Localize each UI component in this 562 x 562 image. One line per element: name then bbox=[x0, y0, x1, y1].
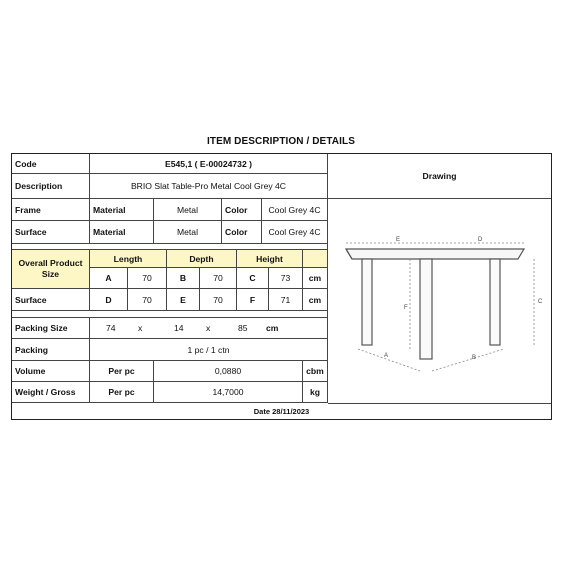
drawing-letter-a: A bbox=[384, 353, 389, 359]
depth-label: Depth bbox=[167, 250, 237, 268]
description-label: Description bbox=[12, 174, 90, 199]
dim-c-letter: C bbox=[237, 268, 269, 289]
packing-label: Packing bbox=[12, 339, 90, 361]
packing-size-unit: cm bbox=[266, 323, 279, 333]
frame-label: Frame bbox=[12, 199, 90, 221]
page-title: ITEM DESCRIPTION / DETAILS bbox=[207, 136, 355, 147]
dim-a-letter: A bbox=[90, 268, 128, 289]
code-label: Code bbox=[12, 154, 90, 174]
weight-unit: kg bbox=[303, 382, 328, 403]
drawing-letter-f: F bbox=[404, 305, 408, 311]
surface-label: Surface bbox=[12, 221, 90, 244]
drawing-letter-c: C bbox=[538, 299, 543, 305]
dim-d-value: 70 bbox=[128, 289, 167, 311]
surface-material-value: Metal bbox=[154, 221, 222, 244]
frame-material-value: Metal bbox=[154, 199, 222, 221]
frame-color-label: Color bbox=[222, 199, 262, 221]
dim-b-value: 70 bbox=[200, 268, 237, 289]
surface-color-value: Cool Grey 4C bbox=[262, 221, 328, 244]
description-value: BRIO Slat Table-Pro Metal Cool Grey 4C bbox=[90, 174, 328, 199]
drawing-label: Drawing bbox=[328, 154, 551, 199]
dim-b-letter: B bbox=[167, 268, 200, 289]
surface-color-label: Color bbox=[222, 221, 262, 244]
drawing-letter-e: E bbox=[396, 237, 401, 243]
spacer-row-2 bbox=[12, 311, 328, 318]
drawing-panel bbox=[328, 199, 551, 384]
length-label: Length bbox=[90, 250, 167, 268]
packing-size-cell bbox=[90, 318, 328, 339]
frame-color-value: Cool Grey 4C bbox=[262, 199, 328, 221]
dim-e-value: 70 bbox=[200, 289, 237, 311]
weight-label: Weight / Gross bbox=[12, 382, 90, 403]
volume-per-label: Per pc bbox=[90, 361, 154, 382]
date-footer: Date 28/11/2023 bbox=[253, 407, 310, 416]
packing-x2: x bbox=[206, 323, 211, 333]
dim-d-letter: D bbox=[90, 289, 128, 311]
dim-f-letter: F bbox=[237, 289, 269, 311]
packing-length: 74 bbox=[106, 323, 116, 333]
surface-material-label: Material bbox=[90, 221, 154, 244]
height-label: Height bbox=[237, 250, 303, 268]
drawing-letter-d: D bbox=[478, 237, 483, 243]
packing-height: 85 bbox=[238, 323, 248, 333]
code-value: E545,1 ( E-00024732 ) bbox=[90, 154, 328, 174]
volume-unit: cbm bbox=[303, 361, 328, 382]
packing-width: 14 bbox=[174, 323, 184, 333]
spec-sheet bbox=[11, 153, 552, 420]
overall-unit: cm bbox=[303, 268, 328, 289]
dim-a-value: 70 bbox=[128, 268, 167, 289]
table-drawing bbox=[328, 199, 551, 384]
packing-size-label: Packing Size bbox=[12, 318, 90, 339]
volume-label: Volume bbox=[12, 361, 90, 382]
overall-size-label: Overall Product Size bbox=[12, 250, 90, 289]
dim-c-value: 73 bbox=[269, 268, 303, 289]
packing-x1: x bbox=[138, 323, 143, 333]
weight-value: 14,7000 bbox=[154, 382, 303, 403]
drawing-letter-b: B bbox=[472, 355, 477, 361]
surface-dims-label: Surface bbox=[12, 289, 90, 311]
frame-material-label: Material bbox=[90, 199, 154, 221]
surface-dims-unit: cm bbox=[303, 289, 328, 311]
weight-per-label: Per pc bbox=[90, 382, 154, 403]
dim-e-letter: E bbox=[167, 289, 200, 311]
volume-value: 0,0880 bbox=[154, 361, 303, 382]
packing-value: 1 pc / 1 ctn bbox=[90, 339, 328, 361]
blank-cell bbox=[303, 250, 328, 268]
dim-f-value: 71 bbox=[269, 289, 303, 311]
